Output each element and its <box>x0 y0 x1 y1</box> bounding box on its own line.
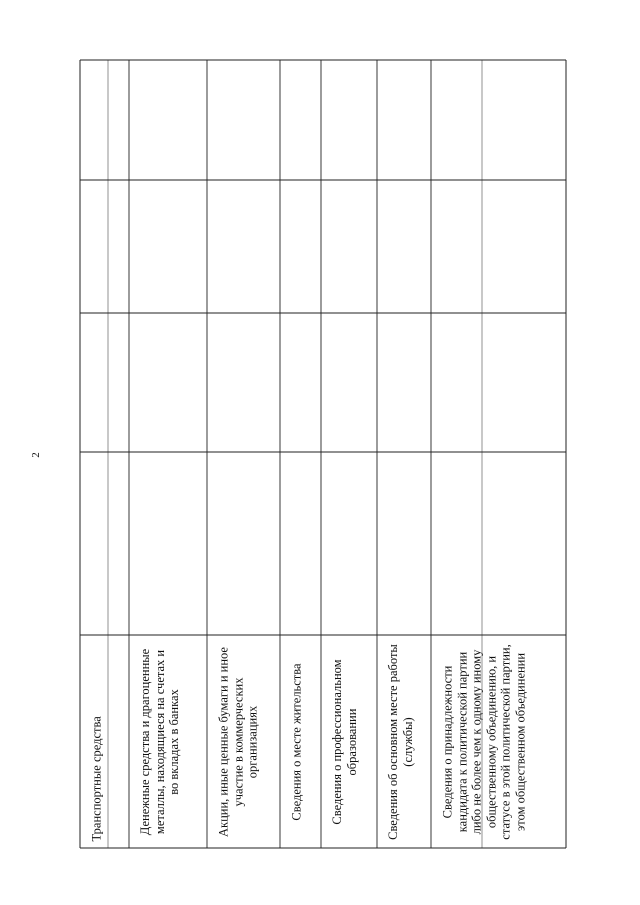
row-label <box>81 636 128 847</box>
row-label <box>130 636 206 847</box>
row-label <box>378 636 430 847</box>
row-label-text: Сведения об основном месте работы (службы) <box>386 643 415 840</box>
row-label <box>432 636 565 847</box>
row-label-text: Сведения о профессиональном образовании <box>330 658 359 825</box>
row-label-text: Денежные средства и драгоценные металлы, находящиеся на счетах и во вкладах в банках <box>138 648 181 835</box>
row-label-text: Сведения о месте жительства <box>289 662 303 821</box>
row-label <box>322 636 376 847</box>
row-label <box>281 636 320 847</box>
row-label <box>208 636 279 847</box>
row-label-text: Сведения о принадлежности кандидата к политической партии либо не более чем к одному иному общественному объединению, и статусе в этой политической партии, этом общественном объединении <box>440 643 527 840</box>
page-number: 2 <box>30 452 42 458</box>
row-label-text: Транспортные средства <box>89 715 103 841</box>
row-label-text: Акции, иные ценные бумаги и иное участие в коммерческих организациях <box>216 646 259 837</box>
